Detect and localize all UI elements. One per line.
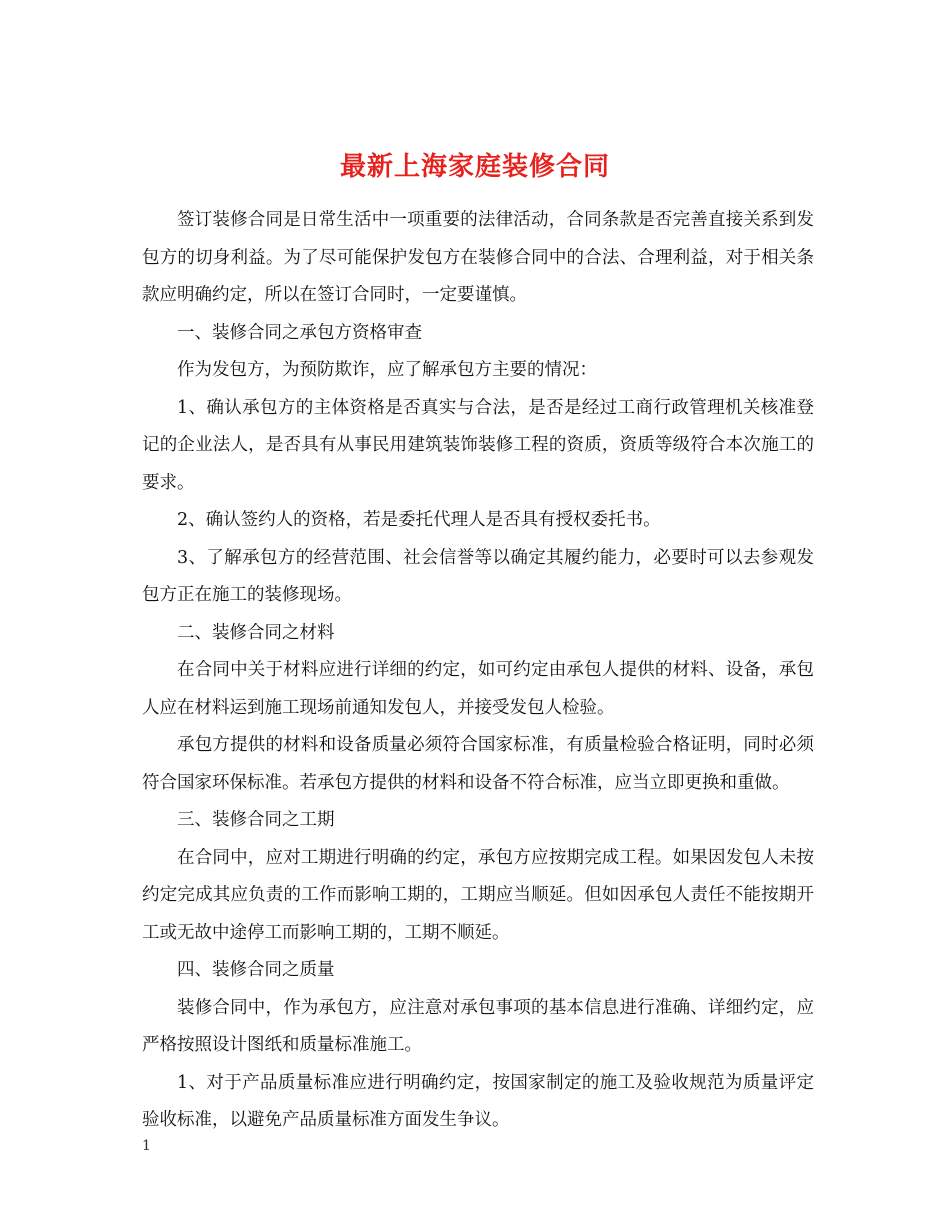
paragraph: 作为发包方，为预防欺诈，应了解承包方主要的情况： (177, 360, 597, 380)
paragraph: 承包方提供的材料和设备质量必须符合国家标准，有质量检验合格证明，同时必须符合国家环保标准。若承包方提供的材料和设备不符合标准，应当立即更换和重做。 (142, 735, 814, 793)
intro-paragraph: 签订装修合同是日常生活中一项重要的法律活动，合同条款是否完善直接关系到发包方的切身利益。为了尽可能保护发包方在装修合同中的合法、合理利益，对于相关条款应明确约定，所以在签订合同时，一定要谨慎。 (142, 210, 814, 305)
list-item: 1、确认承包方的主体资格是否真实与合法，是否是经过工商行政管理机关核准登记的企业法人，是否具有从事民用建筑装饰装修工程的资质，资质等级符合本次施工的要求。 (142, 397, 814, 493)
page-number: 1 (142, 1138, 151, 1154)
paragraph: 在合同中，应对工期进行明确的约定，承包方应按期完成工程。如果因发包人未按约定完成其应负责的工作而影响工期的，工期应当顺延。但如因承包人责任不能按期开工或无故中途停工而影响工期的，工期不顺延。 (142, 847, 814, 943)
section-heading-qualification: 一、装修合同之承包方资格审查 (177, 322, 422, 343)
section-heading-quality: 四、装修合同之质量 (177, 960, 335, 980)
section-heading-materials: 二、装修合同之材料 (177, 622, 335, 643)
list-item: 3、了解承包方的经营范围、社会信誉等以确定其履约能力，必要时可以去参观发包方正在施工的装修现场。 (142, 547, 814, 605)
list-item: 1、对于产品质量标准应进行明确约定，按国家制定的施工及验收规范为质量评定验收标准，以避免产品质量标准方面发生争议。 (142, 1072, 814, 1130)
list-item: 2、确认签约人的资格，若是委托代理人是否具有授权委托书。 (177, 510, 661, 530)
document-title: 最新上海家庭装修合同 (339, 152, 610, 183)
paragraph: 在合同中关于材料应进行详细的约定，如可约定由承包人提供的材料、设备，承包人应在材料运到施工现场前通知发包人，并接受发包人检验。 (142, 660, 814, 718)
paragraph: 装修合同中，作为承包方，应注意对承包事项的基本信息进行准确、详细约定，应严格按照设计图纸和质量标准施工。 (142, 997, 814, 1055)
section-heading-schedule: 三、装修合同之工期 (177, 810, 335, 830)
document-body (142, 202, 814, 1140)
